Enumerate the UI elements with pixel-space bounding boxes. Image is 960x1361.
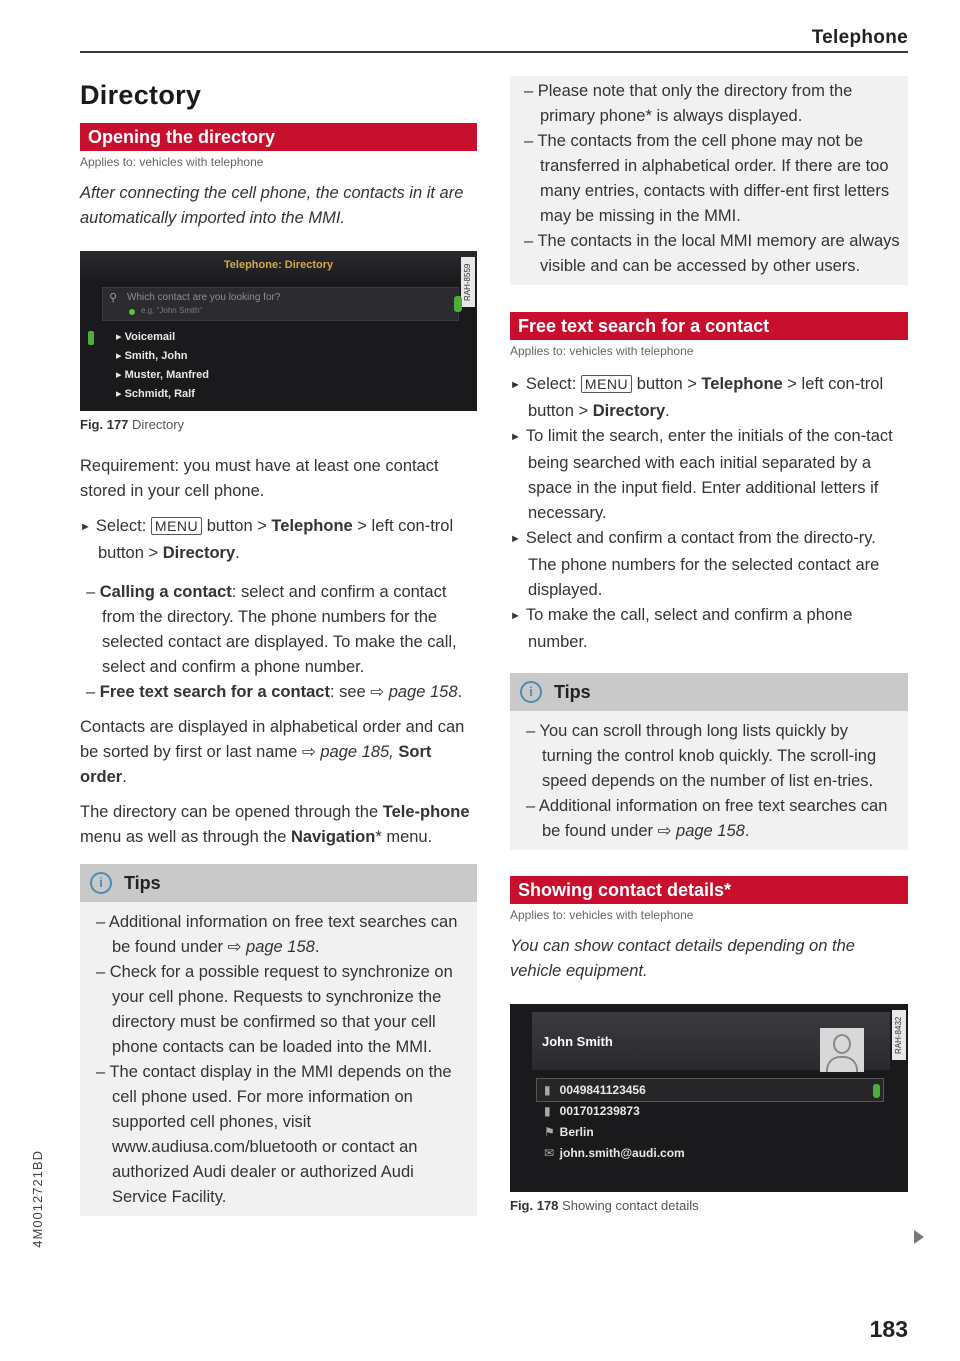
running-header: Telephone (811, 27, 908, 48)
list-marker-icon (88, 331, 94, 345)
screen-title: Telephone: Directory (223, 259, 334, 271)
list-item[interactable]: ▸ Voicemail (116, 331, 176, 343)
step-select: ► Select: MENU button > Telephone > left con-trol button > Directory. (80, 517, 454, 562)
email-icon: ✉ (544, 1146, 555, 1160)
requirement-text: Requirement: you must have at least one contact stored in your cell phone. (80, 457, 439, 500)
section-title-free-text-search: Free text search for a contact (510, 312, 908, 340)
avatar (820, 1028, 864, 1072)
contact-rows (544, 1080, 685, 1164)
tip-item: – You can scroll through long lists quickly by turning the control knob quickly. The scroll-ing speed depends on the number of list en-tries. (526, 722, 877, 790)
applies-to: Applies to: vehicles with telephone (80, 155, 264, 169)
tip-item: – The contact display in the MMI depends on the cell phone used. For more information on supported cell phones, visit www.audiusa.com/bluetooth or contact an authorized Audi dealer or authorized Audi Service Facility. (96, 1063, 452, 1206)
location-icon: ⚑ (544, 1125, 555, 1139)
figure-code: RAH-8432 (892, 1010, 906, 1060)
green-dot-icon (129, 309, 135, 315)
continue-arrow-icon (914, 1230, 924, 1244)
tip-item: – Additional information on free text searches can be found under ⇨ page 158. (526, 797, 888, 840)
left-column (80, 70, 477, 1216)
list-item[interactable]: ▸ Schmidt, Ralf (116, 388, 195, 400)
list-item[interactable]: ▮ 001701239873 (544, 1101, 685, 1122)
note-item: – The contacts from the cell phone may not be transferred in alphabetical order. If there are too many entries, contacts with differ-ent first letters may be missing in the MMI. (524, 132, 890, 225)
section-title-contact-details: Showing contact details* (510, 876, 908, 904)
figure-caption: Fig. 177 Directory (80, 417, 185, 432)
search-icon: ⚲ (109, 292, 118, 304)
step-select: ► Select: MENU button > Telephone > left con-trol button > Directory. (510, 375, 884, 420)
applies-to: Applies to: vehicles with telephone (510, 344, 694, 358)
step-limit-search: ► To limit the search, enter the initials of the con-tact being searched with each initial separated by a space in the input field. Enter additional letters if necessary. (510, 427, 893, 522)
note-item: – The contacts in the local MMI memory are always visible and can be accessed by other users. (524, 232, 900, 275)
page-reference: ⇨ page 158 (370, 683, 458, 701)
intro-text: After connecting the cell phone, the contacts in it are automatically imported into the MMI. (80, 184, 464, 227)
info-icon: i (520, 681, 542, 703)
search-field[interactable] (102, 287, 459, 321)
tips-box (80, 864, 477, 1216)
navigation-text: The directory can be opened through the Tele-phone menu as well as through the Navigation* menu. (80, 803, 470, 846)
scroll-indicator-icon (873, 1084, 880, 1098)
chapter-title: Directory (80, 80, 202, 110)
document-code: 4M0012721BD (30, 1150, 45, 1248)
step-select-contact: ► Select and confirm a contact from the directo-ry. The phone numbers for the selected contact are displayed. (510, 529, 880, 599)
note-item: – Please note that only the directory from the primary phone* is always displayed. (524, 82, 853, 125)
list-item[interactable]: ⚑ Berlin (544, 1122, 685, 1143)
list-item[interactable]: ▸ Smith, John (116, 350, 188, 362)
tips-box (510, 673, 908, 850)
search-hint: e.g. "John Smith" (141, 306, 203, 315)
applies-to: Applies to: vehicles with telephone (510, 908, 694, 922)
directory-list (116, 328, 209, 404)
figure-caption: Fig. 178 Showing contact details (510, 1198, 699, 1213)
header-rule (80, 51, 908, 53)
info-icon: i (90, 872, 112, 894)
tips-heading: i Tips (80, 864, 477, 902)
list-item-free-text: – Free text search for a contact: see ⇨ page 158. (86, 683, 463, 701)
step-make-call: ► To make the call, select and confirm a phone number. (510, 606, 853, 651)
page-number: 183 (869, 1316, 908, 1342)
step-arrow-icon: ► (80, 521, 91, 533)
list-item[interactable]: ▮ 0049841123456 (544, 1080, 685, 1101)
figure-directory (80, 251, 477, 411)
sort-order-text: Contacts are displayed in alphabetical order and can be sorted by first or last name ⇨ page 185, Sort order. (80, 718, 465, 786)
mobile-icon: ▮ (544, 1104, 551, 1118)
contact-name: John Smith (542, 1034, 613, 1049)
figure-code: RAH-8559 (461, 257, 475, 307)
tip-item: – Additional information on free text searches can be found under ⇨ page 158. (96, 913, 458, 956)
tips-heading: i Tips (510, 673, 908, 711)
note-box (510, 76, 908, 285)
menu-key: MENU (151, 517, 202, 535)
scroll-indicator-icon (454, 296, 462, 312)
search-prompt: Which contact are you looking for? (127, 292, 281, 303)
tip-item: – Check for a possible request to synchronize on your cell phone. Requests to synchronize the directory must be confirmed so that your cell phone contacts can be loaded into the MMI. (96, 963, 453, 1056)
intro-text: You can show contact details depending on the vehicle equipment. (510, 937, 855, 980)
figure-contact-details (510, 1004, 908, 1192)
list-item-calling: – Calling a contact: select and confirm a contact from the directory. The phone numbers for the selected contact are displayed. To make the call, select and confirm a phone number. (86, 583, 457, 676)
menu-key: MENU (581, 375, 632, 393)
right-column (510, 76, 908, 1213)
list-item[interactable]: ✉ john.smith@audi.com (544, 1143, 685, 1164)
section-title-opening-directory: Opening the directory (80, 123, 477, 151)
list-item[interactable]: ▸ Muster, Manfred (116, 369, 209, 381)
phone-icon: ▮ (544, 1083, 551, 1097)
